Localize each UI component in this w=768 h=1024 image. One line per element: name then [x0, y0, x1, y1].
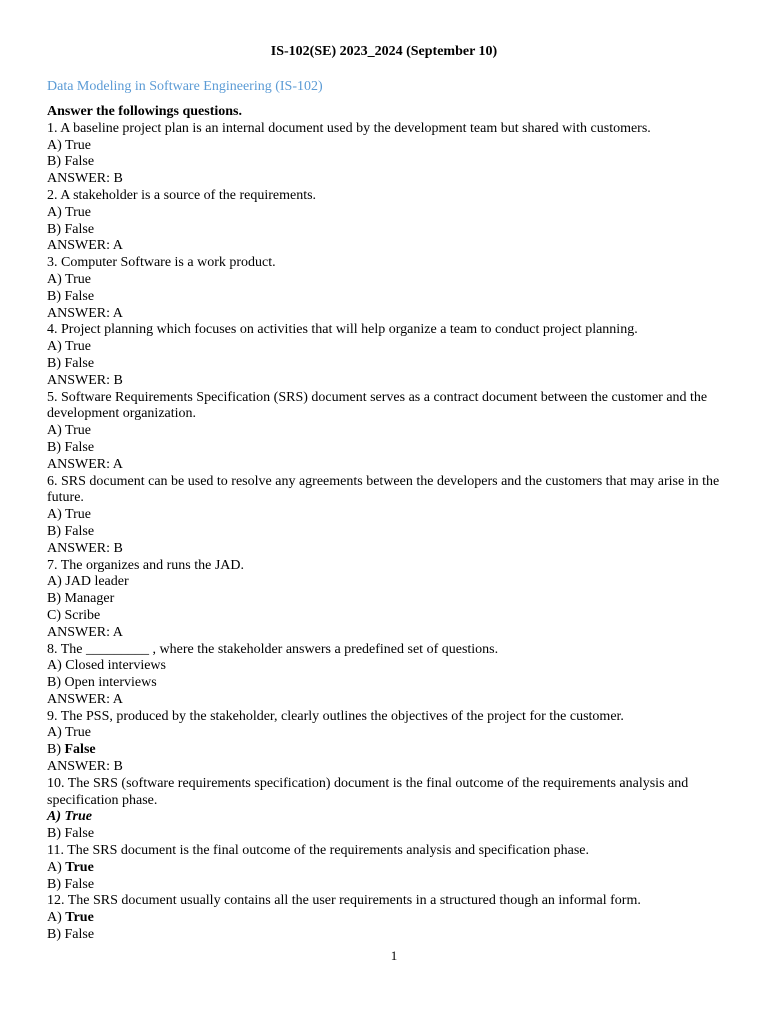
option-a: A) Closed interviews [47, 658, 166, 674]
option-b: B) False [47, 826, 95, 842]
answer: ANSWER: B [47, 759, 123, 775]
answer: ANSWER: B [47, 540, 123, 556]
option-b-emphasis: False [64, 742, 96, 758]
option-b [47, 742, 737, 759]
question-9: 9. The PSS, produced by the stakeholder, clearly outlines the objectives of the project for the customer. [47, 708, 624, 724]
question-list [47, 104, 737, 944]
answer: ANSWER: B [47, 171, 123, 187]
question-5: 5. Software Requirements Specification (SRS) document serves as a contract document between the customer and the development organization. [47, 389, 708, 422]
option-b: B) False [47, 927, 95, 943]
option-a [47, 910, 737, 927]
answer: ANSWER: A [47, 624, 123, 640]
option-b: B) False [47, 221, 95, 237]
answer: ANSWER: A [47, 456, 123, 472]
question-12: 12. The SRS document usually contains all the user requirements in a structured though an informal form. [47, 893, 641, 909]
question-11: 11. The SRS document is the final outcome of the requirements analysis and specification phase. [47, 843, 589, 859]
question-1: 1. A baseline project plan is an internal document used by the development team but shared with customers. [47, 120, 651, 136]
question-10: 10. The SRS (software requirements specification) document is the final outcome of the requirements analysis and specification phase. [47, 775, 689, 808]
option-c: C) Scribe [47, 607, 101, 623]
option-a-emphasis: True [65, 859, 94, 875]
option-b: B) Manager [47, 591, 115, 607]
answer: ANSWER: A [47, 691, 123, 707]
option-a [47, 860, 737, 877]
option-a: A) True [47, 339, 91, 355]
option-a: A) True [47, 204, 91, 220]
option-a: A) True [47, 725, 91, 741]
question-8: 8. The _________ , where the stakeholder answers a predefined set of questions. [47, 641, 499, 657]
question-2: 2. A stakeholder is a source of the requirements. [47, 187, 317, 203]
answer: ANSWER: A [47, 305, 123, 321]
option-a: A) True [47, 137, 91, 153]
answer: ANSWER: A [47, 238, 123, 254]
option-a-emphasis: True [65, 910, 94, 926]
option-a-prefix: A) [47, 910, 66, 926]
option-a: A) True [47, 809, 92, 825]
question-4: 4. Project planning which focuses on activities that will help organize a team to conduct project planning. [47, 322, 638, 338]
option-b: B) False [47, 288, 95, 304]
option-b: B) False [47, 355, 95, 371]
option-a-prefix: A) [47, 859, 66, 875]
option-b: B) False [47, 154, 95, 170]
option-b-prefix: B) [47, 742, 65, 758]
question-7: 7. The organizes and runs the JAD. [47, 557, 244, 573]
option-b: B) False [47, 439, 95, 455]
page-number: 1 [390, 948, 398, 963]
option-a: A) True [47, 507, 91, 523]
option-a: A) JAD leader [47, 574, 129, 590]
question-3: 3. Computer Software is a work product. [47, 255, 276, 271]
option-a: A) True [47, 423, 91, 439]
instructions: Answer the followings questions. [47, 104, 242, 119]
question-6: 6. SRS document can be used to resolve any agreements between the developers and the customers that may arise in the future. [47, 473, 720, 506]
page-title: IS-102(SE) 2023_2024 (September 10) [270, 44, 498, 59]
option-b: B) False [47, 876, 95, 892]
option-b: B) False [47, 523, 95, 539]
course-subtitle: Data Modeling in Software Engineering (IS-102) [47, 79, 323, 94]
option-a: A) True [47, 271, 91, 287]
option-b: B) Open interviews [47, 675, 157, 691]
answer: ANSWER: B [47, 372, 123, 388]
